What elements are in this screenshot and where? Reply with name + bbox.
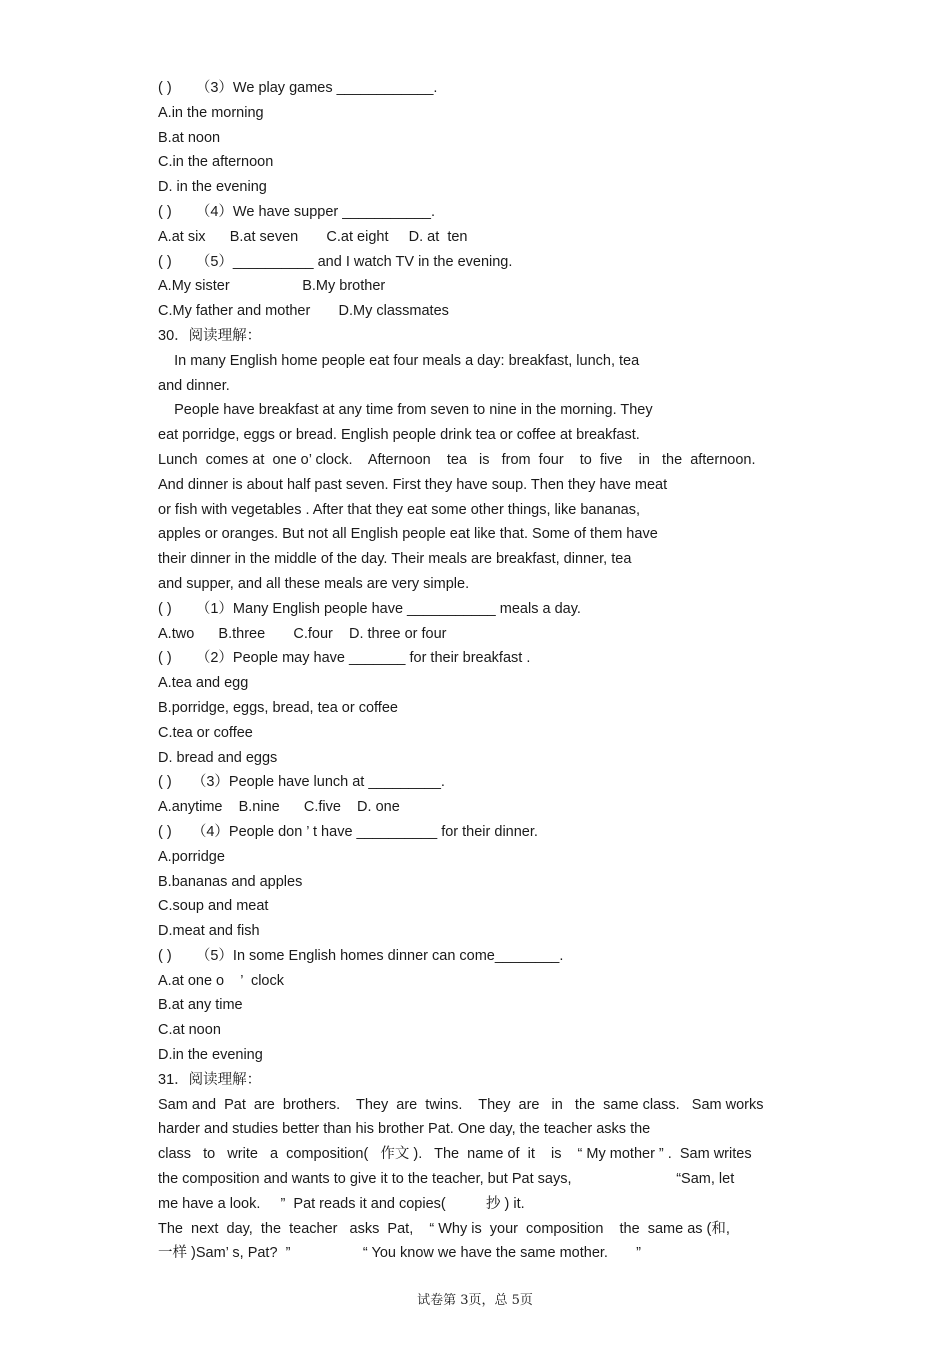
text-line: A.My sister B.My brother [158, 278, 386, 295]
text-line: me have a look. ” Pat reads it and copies( 抄 ) it. [158, 1195, 525, 1212]
text-line: 一样 )Sam’ s, Pat? ” “ You know we have the same mother. ” [158, 1245, 641, 1262]
text-line: D. in the evening [158, 179, 267, 196]
text-line: D. bread and eggs [158, 749, 278, 766]
section-heading: 30．阅读理解： [158, 327, 262, 344]
text-line: A.porridge [158, 848, 225, 865]
text-line: ( ) （5）__________ and I watch TV in the evening. [158, 253, 513, 270]
text-line: or fish with vegetables . After that they eat some other things, like bananas, [158, 501, 640, 518]
text-line: eat porridge, eggs or bread. English people drink tea or coffee at breakfast. [158, 427, 640, 444]
text-line: apples or oranges. But not all English people eat like that. Some of them have [158, 526, 658, 543]
text-line: A.at six B.at seven C.at eight D. at ten [158, 228, 468, 245]
text-line: B.porridge, eggs, bread, tea or coffee [158, 699, 398, 716]
section-heading: 31．阅读理解： [158, 1071, 262, 1088]
text-line: C.soup and meat [158, 898, 269, 915]
text-line: and dinner. [158, 377, 230, 394]
text-line: B.at noon [158, 129, 221, 146]
text-line: ( ) （1）Many English people have ___________ meals a day. [158, 600, 581, 617]
text-line: ( ) （4）We have supper ___________. [158, 203, 436, 220]
text-line: A.anytime B.nine C.five D. one [158, 799, 400, 816]
text-line: A.two B.three C.four D. three or four [158, 625, 447, 642]
text-line: Sam and Pat are brothers. They are twins. They are in the same class. Sam works [158, 1096, 764, 1113]
text-line: ( ) （3）People have lunch at _________. [158, 774, 445, 791]
text-line: ( ) （2）People may have _______ for their breakfast . [158, 650, 531, 667]
text-line: B.bananas and apples [158, 873, 303, 890]
text-line: D.in the evening [158, 1047, 263, 1064]
text-line: class to write a composition( 作文 ). The name of it is “ My mother ” . Sam writes [158, 1146, 752, 1163]
page-footer: 试卷第 3页，总 5页 [417, 1293, 533, 1308]
text-line: C.in the afternoon [158, 154, 274, 171]
text-line: The next day, the teacher asks Pat, “ Why is your composition the same as (和, [158, 1220, 730, 1237]
text-line: ( ) （4）People don ’ t have __________ for their dinner. [158, 823, 538, 840]
text-line: C.tea or coffee [158, 724, 253, 741]
text-line: ( ) （5）In some English homes dinner can come________. [158, 947, 564, 964]
text-line: harder and studies better than his brother Pat. One day, the teacher asks the [158, 1121, 651, 1138]
text-line: the composition and wants to give it to the teacher, but Pat says, “Sam, let [158, 1171, 735, 1188]
text-line: A.in the morning [158, 104, 264, 121]
text-line: Lunch comes at one o’ clock. Afternoon tea is from four to five in the afternoon. [158, 451, 756, 468]
text-line: ( ) （3）We play games ____________. [158, 80, 438, 96]
text-line: B.at any time [158, 997, 243, 1014]
document-body [158, 76, 798, 1266]
text-line: People have breakfast at any time from seven to nine in the morning. They [158, 402, 653, 419]
text-line: C.My father and mother D.My classmates [158, 303, 449, 320]
text-line: A.at one o ’ clock [158, 972, 284, 989]
text-line: In many English home people eat four meals a day: breakfast, lunch, tea [158, 352, 640, 369]
text-line: C.at noon [158, 1022, 221, 1039]
text-line: and supper, and all these meals are very simple. [158, 575, 470, 592]
text-line: their dinner in the middle of the day. Their meals are breakfast, dinner, tea [158, 551, 632, 568]
text-line: D.meat and fish [158, 923, 260, 940]
text-line: A.tea and egg [158, 675, 249, 692]
text-line: And dinner is about half past seven. First they have soup. Then they have meat [158, 476, 668, 493]
